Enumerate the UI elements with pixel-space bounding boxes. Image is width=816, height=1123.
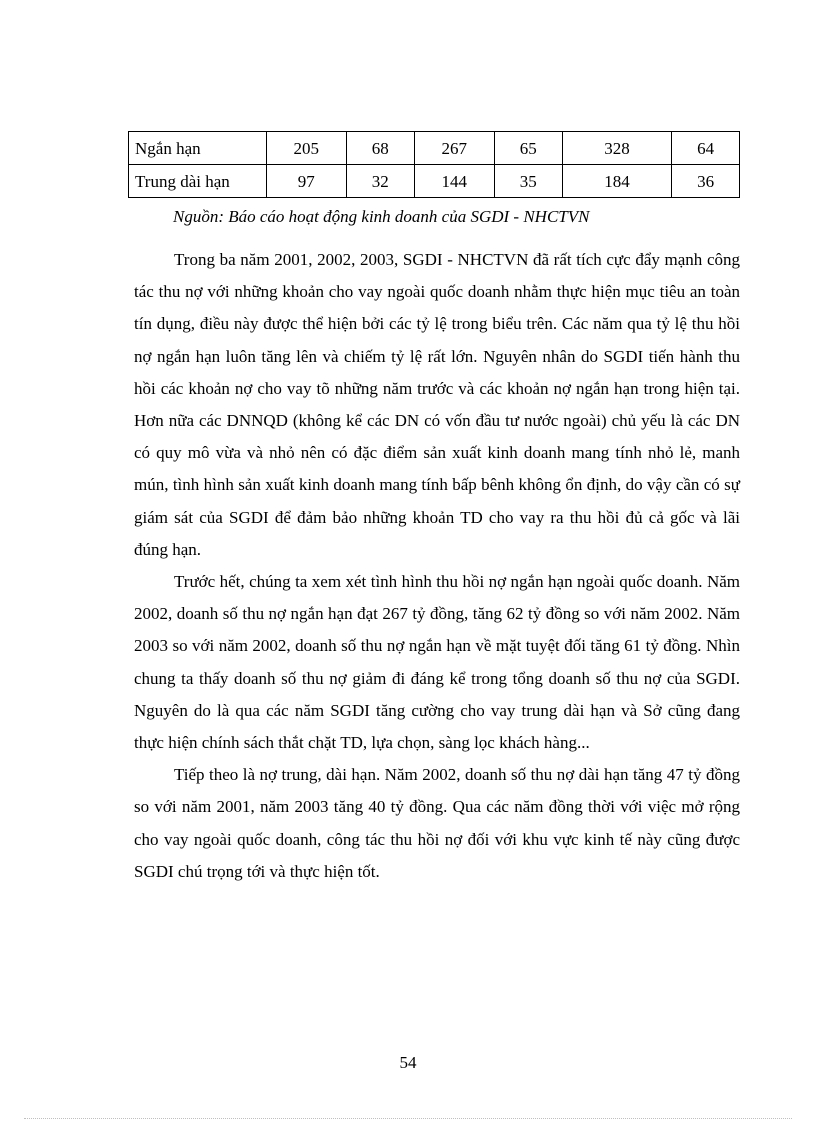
table-cell: 32: [346, 165, 414, 198]
table-cell: 35: [494, 165, 562, 198]
table-cell: 205: [266, 132, 346, 165]
table-cell: 184: [562, 165, 672, 198]
paragraph: Trước hết, chúng ta xem xét tình hình thu hồi nợ ngắn hạn ngoài quốc doanh. Năm 2002, doanh số thu nợ ngắn hạn đạt 267 tỷ đồng, tăng 62 tỷ đồng so với năm 2002. Năm 2003 so với năm 2002, doanh số thu nợ ngắn hạn về mặt tuyệt đối tăng 61 tỷ đồng. Nhìn chung ta thấy doanh số thu nợ giảm đi đáng kể trong tổng doanh số thu nợ của SGDI. Nguyên do là qua các năm SGDI tăng cường cho vay trung dài hạn và Sở cũng đang thực hiện chính sách thắt chặt TD, lựa chọn, sàng lọc khách hàng...: [134, 572, 740, 753]
body-text: [134, 244, 740, 888]
table-cell: 267: [414, 132, 494, 165]
debt-recovery-table: [128, 131, 740, 198]
source-note: Nguồn: Báo cáo hoạt động kinh doanh của SGDI - NHCTVN: [173, 207, 590, 226]
table-cell: 97: [266, 165, 346, 198]
table-cell: 144: [414, 165, 494, 198]
row-label: Trung dài hạn: [129, 165, 267, 198]
table-cell: 328: [562, 132, 672, 165]
table-cell: 68: [346, 132, 414, 165]
table-cell: 36: [672, 165, 740, 198]
table-cell: 65: [494, 132, 562, 165]
table-cell: 64: [672, 132, 740, 165]
page-bottom-divider: [24, 1118, 792, 1119]
page-number: 54: [399, 1053, 417, 1072]
paragraph: Tiếp theo là nợ trung, dài hạn. Năm 2002, doanh số thu nợ dài hạn tăng 47 tỷ đồng so với năm 2001, năm 2003 tăng 40 tỷ đồng. Qua các năm đồng thời với việc mở rộng cho vay ngoài quốc doanh, công tác thu hồi nợ đối với khu vực kinh tế này cũng được SGDI chú trọng tới và thực hiện tốt.: [134, 765, 740, 881]
table-row: [129, 165, 740, 198]
row-label: Ngắn hạn: [129, 132, 267, 165]
table-row: [129, 132, 740, 165]
paragraph: Trong ba năm 2001, 2002, 2003, SGDI - NHCTVN đã rất tích cực đẩy mạnh công tác thu nợ với những khoản cho vay ngoài quốc doanh nhằm thực hiện mục tiêu an toàn tín dụng, điều này được thể hiện bởi các tỷ lệ trong biểu trên. Các năm qua tỷ lệ thu hồi nợ ngắn hạn luôn tăng lên và chiếm tỷ lệ rất lớn. Nguyên nhân do SGDI tiến hành thu hồi các khoản nợ cho vay tõ những năm trước và các khoản nợ ngắn hạn trong hiện tại. Hơn nữa các DNNQD (không kể các DN có vốn đầu tư nước ngoài) chủ yếu là các DN có quy mô vừa và nhỏ nên có đặc điểm sản xuất kinh doanh mang tính nhỏ lẻ, manh mún, tình hình sản xuất kinh doanh mang tính bấp bênh không ổn định, do vậy cần có sự giám sát của SGDI để đảm bảo những khoản TD cho vay ra thu hồi đủ cả gốc và lãi đúng hạn.: [134, 250, 740, 559]
